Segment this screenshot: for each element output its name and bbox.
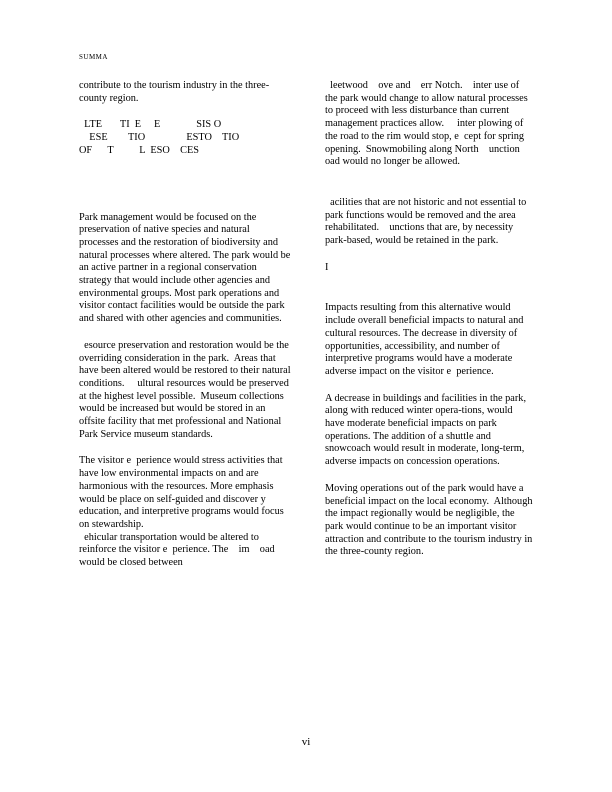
paragraph: A decrease in buildings and facilities in the park, along with reduced winter opera-tions, would have moderate beneficial impacts on park operations. The addition of a shuttle and snowcoach would result in moderate, long-term, adverse impacts on concession operations.: [325, 392, 529, 468]
paragraph: Moving operations out of the park would have a beneficial impact on the local economy. Although the impact regionally would be negligible, the park would continue to be an important visitor attraction and contribute to the tourism industry in the three-county region.: [325, 482, 536, 558]
paragraph: ehicular transportation would be altered to reinforce the visitor e perience. The im oad would be closed between: [79, 531, 278, 569]
section-heading: [79, 119, 291, 157]
paragraph: Park management would be focused on the preservation of native species and natural processes and the restoration of biodiversity and natural processes where altered. The park would be an active partner in a regional conservation strategy that would include other agencies and environmental groups. Most park operations and visitor contact facilities would be outside the park and shared with other agencies and communities.: [79, 211, 293, 325]
left-column: [79, 80, 294, 570]
right-column: [325, 80, 536, 559]
page-number: vi: [301, 736, 311, 748]
heading-line: LTE TI E E SIS O: [79, 119, 222, 131]
paragraph: leetwood ove and err Notch. inter use of the park would change to allow natural processes to proceed with less disturbance than current management practices allow. inter plowing of the road to the rim would stop, e cept for spring opening. Snowmobiling along North unction oad would no longer be allowed.: [325, 80, 531, 168]
paragraph: contribute to the tourism industry in the three-county region.: [79, 80, 270, 104]
heading-line: OF T L ESO CES: [79, 144, 199, 156]
paragraph: Impacts resulting from this alternative would include overall beneficial impacts to natural and cultural resources. The decrease in diversity of opportunities, accessibility, and number of interpretive programs would have a moderate adverse impact on the visitor e perience.: [325, 302, 526, 377]
paragraph: acilities that are not historic and not essential to park functions would be removed and the area rehabilitated. unctions that are, by necessity park-based, would be retained in the park.: [325, 196, 529, 247]
heading-line: ESE TIO ESTO TIO: [79, 132, 240, 144]
section-heading: I: [325, 261, 329, 273]
paragraph: The visitor e perience would stress activities that have low environmental impacts on and are harmonious with the resources. More emphasis would be place on self-guided and discover y education, and interpretive programs would focus on stewardship.: [79, 455, 287, 530]
paragraph: esource preservation and restoration would be the overriding consideration in the park. Areas that have been altered would be restored to their natural conditions. ultural resources would be preserved at the highest level possible. Museum collections would be increased but would be stored in an offsite facility that met professional and National Park Service museum standards.: [79, 339, 294, 440]
running-head: SUMMA: [79, 53, 108, 61]
